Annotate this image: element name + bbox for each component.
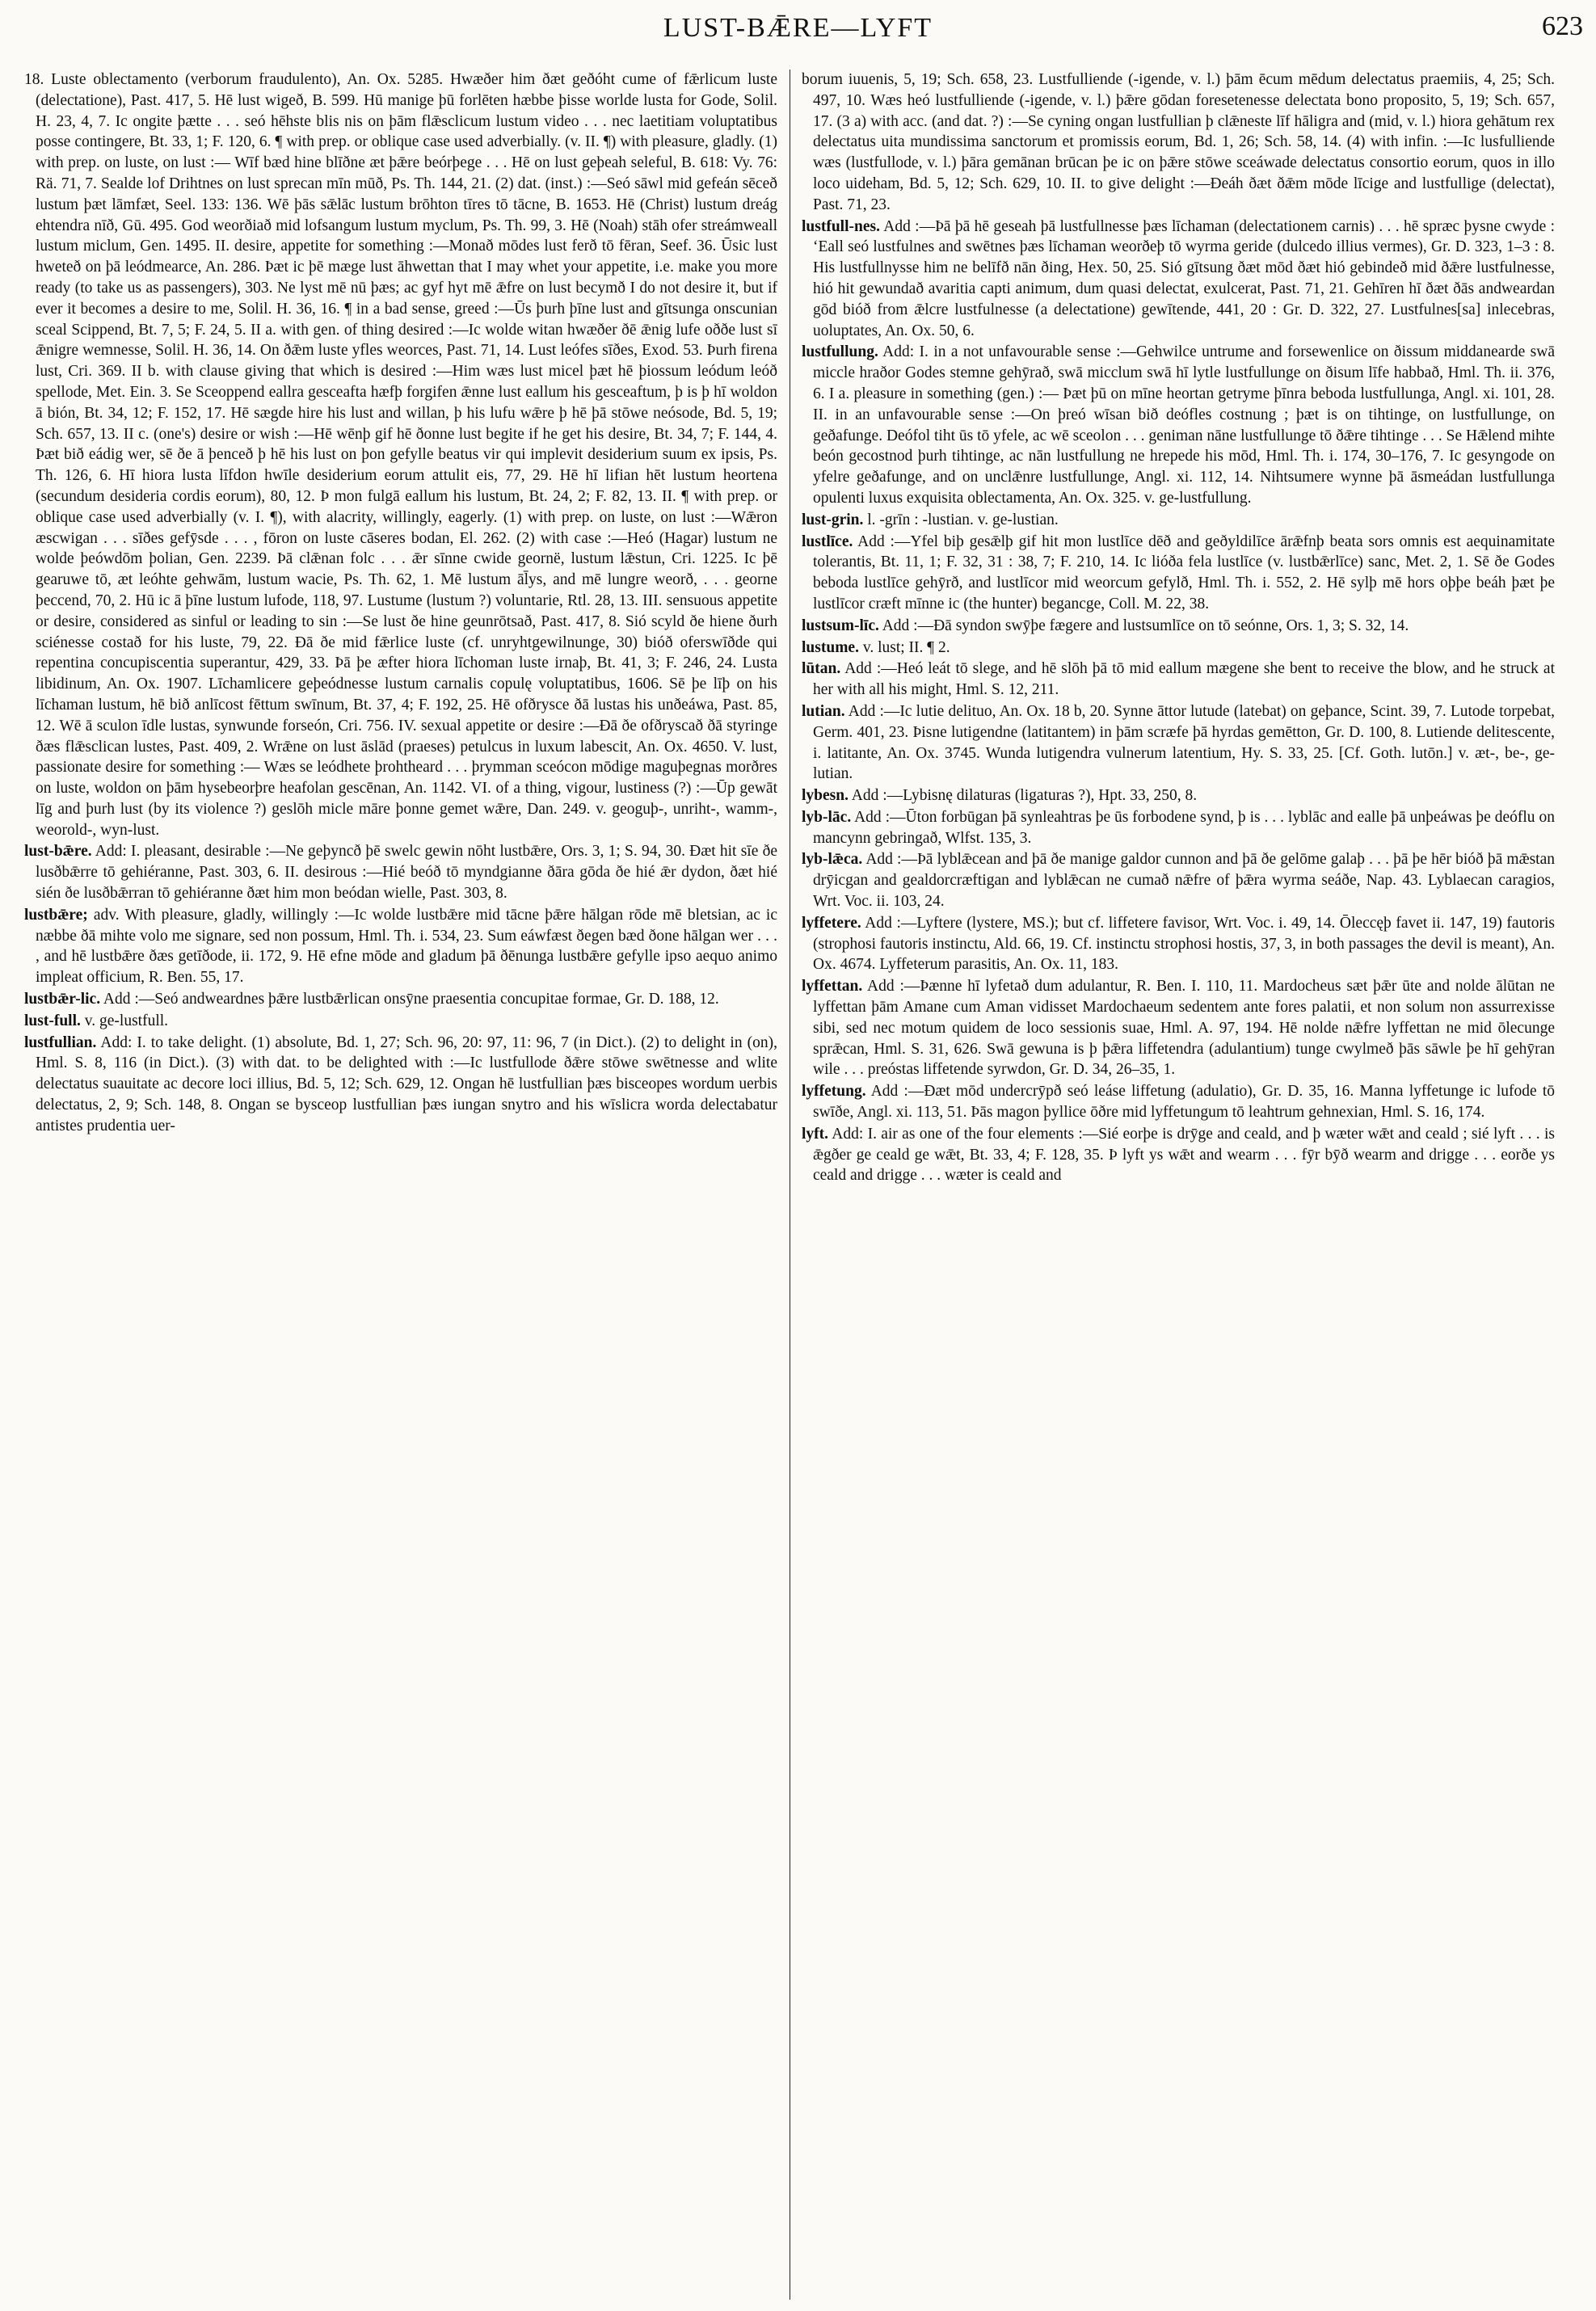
entry-headword: lustfullian. xyxy=(24,1033,97,1051)
entry-text: Add :—Ðæt mōd undercrȳpð seó leáse liffetung (adulatio), Gr. D. 35, 16. Manna lyffetunge ic lufode tō swīðe, Angl. xi. 113, 51. Þās magon þyllice ōðre mid lyffetungum tō leahtrum gehnexian, Hml. S. 16, 174. xyxy=(813,1083,1555,1122)
entry-text: l. -grīn : -lustian. v. ge-lustian. xyxy=(867,511,1059,528)
dictionary-entry xyxy=(24,905,777,988)
entry-headword: lyffetung. xyxy=(802,1083,866,1101)
entry-headword: lutian. xyxy=(802,702,845,720)
entry-text: Add :—Ic lutie delituo, An. Ox. 18 b, 20. Synne āttor lutude (latebat) on geþance, Scint. 39, 7. Lutode torpebat, Germ. 401, 23. Þisne lutigendne (latitantem) in þām scræfe þā hyrdas gemētton, Gr. D. 100, 8. Lutiende delitescente, i. latitante, An. Ox. 3745. Wunda lutigendra vulnerum latentium, Hy. S. 33, 25. [Cf. Goth. lutōn.] v. æt-, be-, ge-lutian. xyxy=(813,702,1555,783)
left-column xyxy=(24,69,777,2300)
dictionary-entry xyxy=(24,69,777,840)
entry-headword: lustfullung. xyxy=(802,343,878,361)
entry-text: Add :—Seó andweardnes þǣre lustbǣrlican onsȳne praesentia concupitae formae, Gr. D. 188, 12. xyxy=(103,991,719,1008)
entry-text: 18. Luste oblectamento (verborum fraudulento), An. Ox. 5285. Hwæðer him ðæt geðóht cume of fǣrlicum luste (delectatione), Past. 417, 5. Hē lust wigeð, B. 599. Hū manige þū forlēten hæbbe þisse worlde lusta for Gode, Solil. H. 23, 4, 7. Ic ongite þætte . . . seó hēhste blis nis on þām flǣsclicum lustum video . . . nec laetitiam voluptatibus posse contingere, Bt. 33, 1; F. 120, 6. ¶ with prep. or oblique case used adverbially. (v. II. ¶) with pleasure, gladly. (1) with prep. on luste, on lust :— Wīf bæd hine blīðne æt þǣre beórþege . . . Hē on lust geþeah seleful, B. 618: Vy. 76: Rä. 71, 7. Sealde lof Drihtnes on lust sprecan mīn mūð, Ps. Th. 144, 21. (2) dat. (inst.) :—Seó sāwl mid gefeán sēceð lustum þæt lāmfæt, Seel. 133: 136. Wē þās sǣlāc lustum brōhton tīres tō tācne, B. 1653. Hē (Christ) lustum dreág ehtendra nīð, Gū. 495. God weorðiað mid lofsangum lustum myclum, Ps. Th. 99, 3. Hē (Noah) stāh ofer streámweall lustum miclum, Gen. 1495. II. desire, appetite for something :—Monað mōdes lust ferð tō fēran, Seef. 36. Ūsic lust hweteð on þā leódmearce, An. 286. Þæt ic þē mæge lust āhwettan that I may whet your appetite, i.e. make you more ready (to take us as passengers), 303. Ne lyst mē nū þæs; ac gyf hyt mē ǣfre on lust becymð I do not desire it, but if ever it becomes a desire to me, Solil. H. 36, 16. ¶ in a bad sense, greed :—Ūs þurh þīne lust and gītsunga onscunian sceal Scippend, Bt. 7, 5; F. 24, 5. II a. with gen. of thing desired :—Ic wolde witan hwæðer ðē ǣnig lufe oððe lust sī ǣnigre wemnesse, Solil. H. 36, 14. On ðǣm luste yfles weorces, Past. 71, 14. Lust leófes sīðes, Exod. 53. Þurh firena lust, Cri. 369. II b. with clause giving that which is desired :—Him wæs lust micel þæt hē þiossum leódum leóð spellode, Met. Ein. 3. Se Sceoppend eallra gesceafta hæfþ forgifen ǣnne lust eallum his gesceaftum, þ is þ hī woldon ā bión, Bt. 34, 12; F. 152, 17. Hē sægde hire his lust and willan, þ his lufu wǣre þ hē þā stōwe neósode, Bd. 5, 19; Sch. 657, 13. II c. (one's) desire or wish :—Hē wēnþ gif hē ðonne lust begite if he get his desire, Bt. 34, 7; F. 144, 4. Þæt bið eádig wer, sē ðe ā þenceð þ hē his lust on þon gefylle beatus vir qui implevit desiderium suum ex ipsis, Ps. Th. 126, 6. Hī hiora lusta līfdon hwīle desiderium eorum attulit eis, 77, 29. Hē hī lifian hēt lustum heortena (secundum desideria cordis eorum), 80, 12. Þ mon fulgā eallum his lustum, Bt. 24, 2; F. 82, 13. II. ¶ with prep. or oblique case used adverbially (v. I. ¶), with alacrity, willingly, eagerly. (1) with prep. on luste, on lust :—Wǣron æscwigan . . . sīðes gefȳsde . . . , fōron on luste cāseres bodan, El. 262. (2) with case :—Heó (Hagar) lustum ne wolde þeówdōm þolian, Gen. 2239. Þā clǣnan folc . . . ǣr sīnne cwide geornë, lustum lǣstun, Cri. 1225. Ic þē gearuwe tō, æt leóhte gehwām, lustum wacie, Ps. Th. 62, 1. Mē lustum āl̄ys, and mē lungre weorð, . . . georne þeccend, 70, 2. Hū ic ā þīne lustum lufode, 118, 97. Lustume (lustum ?) voluntarie, Rtl. 28, 13. III. sensuous appetite or desire, considered as sinful or leading to sin :—Se lust ðe hine geunrōtsað, Past. 417, 8. Sió scyld ðe hiene ðurh sciénesse costað for his luste, 79, 22. Ðā ðe mid fǣrlice luste (cf. unryhtgewilnunge, 30) bióð oferswīðde qui repentina concupiscentia superantur, 429, 33. Þā þe æfter hiora līchoman luste irnaþ, Bt. 41, 3; F. 246, 24. Lusta libidinum, An. Ox. 1907. Līchamlicere geþeódnesse lustum carnalis copulę voluptatibus, 1606. Sē þe līþ on his līchaman lustum, hē bið anlīcost fēttum swīnum, Bt. 37, 4; F. 192, 25. Hē ofðryscе ðā lustas his unðeáwa, Past. 85, 12. Wē ā sculon īdle lustas, synwunde forseón, Cri. 756. IV. sexual appetite or desire :—Ðā ðe ofðryscað ðā styringe ðæs flǣsclican lustes, Past. 409, 2. Wrǣne on lust āslād (praeses) petulcus in luxum labescit, An. Ox. 4650. V. lust, passionate desire for something :— Wæs se leódhete þrohtheard . . . þrymman sceócon mōdige maguþegnas morðres on luste, woldon on þām hysebeorþre heafolan gescēnan, An. 1142. VI. of a thing, vigour, lustiness (?) :—Ūp gewāt līg and þurh lust (by its violence ?) geslōh micle māre þonne gemet wǣre, Dan. 249. v. geoguþ-, unriht-, wamm-, weorold-, wyn-lust. xyxy=(24,71,777,839)
right-column xyxy=(802,69,1555,2300)
dictionary-entry xyxy=(24,1011,777,1032)
running-head: LUST-BǢRE—LYFT xyxy=(663,13,933,43)
entry-text: Add :—Þænne hī lyfetað dum adulantur, R. Ben. I. 110, 11. Mardocheus sæt þǣr ūte and nolde ālūtan ne lyffettan þām Amane cum Aman vidisset Mardochaeum sedentem ante fores palatii, et non solum non assurrexisse sibi, sed nec motum quidem de loco sessionis suae, Hml. A. 97, 194. Hē nolde nǣfre lyffettan ne mid ōlecunge sprǣcan, Hml. S. 31, 626. Swā gewuna is þ þǣra liffetendra (adulantium) tunge cwylmeð þās sāwle þe hī gehȳran wile . . . preóstas liffetende syrwdon, Gr. D. 34, 26–35, 1. xyxy=(813,978,1555,1079)
entry-headword: lustlīce. xyxy=(802,532,853,550)
dictionary-entry xyxy=(802,532,1555,615)
dictionary-entry xyxy=(802,807,1555,849)
dictionary-entry xyxy=(802,217,1555,342)
entry-headword: lyffettan. xyxy=(802,978,863,996)
dictionary-entry xyxy=(24,841,777,903)
dictionary-entry xyxy=(24,1033,777,1137)
entry-headword: lūtan. xyxy=(802,660,841,678)
entry-headword: lustbǣr-lic. xyxy=(24,991,101,1008)
dictionary-entry xyxy=(802,976,1555,1080)
dictionary-entry xyxy=(802,785,1555,806)
entry-headword: lyft. xyxy=(802,1125,829,1143)
entry-text: v. lust; II. ¶ 2. xyxy=(862,638,950,656)
entry-text: Add: I. in a not unfavourable sense :—Gehwilce untrume and forsewenlice on ðissum middanearde swā miccle hraðor Godes stemne gehȳrað, swā micclum swā hī lytle lustfullunge on ðisum līfe habbað, Hml. Th. ii. 376, 6. I a. pleasure in something (gen.) :— Þæt þū on mīne heortan getryme þīnra beboda lustfullunga, Angl. xi. 101, 28. II. in an unfavourable sense :—On þreó wīsan bið deófles costnung ; þæt is on tihtinge, on lustfullunge, on geðafunge. Deófol tiht ūs tō yfele, ac wē sceolon . . . geniman nāne lustfullunge tō ðǣre tihtinge . . . Se Hǣlend mihte beón gecostnod þurh tihtinge, ac nān lustfullung ne hrepede his mōd, Hml. Th. i. 174, 30–176, 7. Ic gesyngode on yfelre geðafunge, and on unclǣnre lustfullunge, Angl. xi. 112, 14. Nihtsumere wynne þā āsmeádan lustfullunga opulenti luxus exquisita oblectamenta, An. Ox. 325. v. ge-lustfullung. xyxy=(813,343,1555,507)
entry-text: Add :—Þā þā hē geseah þā lustfullnesse þæs līchaman (delectationem carnis) . . . hē spræc þysne cwyde : ‘Eall seó lustfulnes and swētnes þæs līchaman weorðeþ tō wyrma geride (dulcedo illius vermes), Gr. D. 323, 1–3 : 8. His lustfullnysse him ne belīfð nān ðing, Hex. 50, 25. Sió gītsung ðæt mōd ðæt hió gebindeð mid ðǣre lustfulnesse, hió hit gewundað avaritia capti animum, dum quasi delectat, exulcerat, Past. 71, 21. Gehīren hī ðæt ðās andweardan gōd bióð from ǣlcre lustfulnesse (a delectatione) gewītende, 441, 20 : Gr. D. 322, 27. Lustfulnes[sa] inlecebras, uoluptates, An. Ox. 50, 6. xyxy=(813,217,1555,339)
dictionary-entry xyxy=(802,849,1555,911)
entry-headword: lust-grin. xyxy=(802,511,864,528)
entry-headword: lyb-lāc. xyxy=(802,808,852,826)
entry-headword: lybesn. xyxy=(802,787,849,805)
dictionary-entry xyxy=(802,510,1555,531)
entry-text: Add :—Heó leát tō slege, and hē slōh þā tō mid eallum mægene she bent to receive the blow, and he struck at her with all his might, Hml. S. 12, 211. xyxy=(813,660,1555,699)
entry-text: Add :—Ðā syndon swȳþe fægere and lustsumlīce on tō seónne, Ors. 1, 3; S. 32, 14. xyxy=(882,617,1409,634)
page-header xyxy=(0,10,1596,58)
dictionary-entry xyxy=(802,342,1555,508)
entry-headword: lust-bǣre. xyxy=(24,843,92,861)
dictionary-entry xyxy=(802,659,1555,701)
entry-headword: lyb-lǣca. xyxy=(802,851,863,869)
entry-text: Add :—Yfel biþ gesǣlþ gif hit mon lustlīce dēð and geðyldilīce ārǣfnþ beata sors omnis est aequinamitate tolerantis, Bt. 11, 1; F. 32, 31 : 38, 7; F. 210, 14. Ic lióða fela lustlīce (v. lustbǣrlīce) sanc, Met. 2, 1. Sē ðe Godes beboda lustlīce gehȳrð, and lustlīcor mid weorcum gefylð, Hml. Th. i. 552, 2. Hē sylþ mē hors oþþe beáh þæt þe lustlīcor cræft mīnne ic (the hunter) begancge, Coll. M. 22, 38. xyxy=(813,532,1555,612)
entry-headword: lustbǣre; xyxy=(24,906,88,924)
entry-text: Add :—Ūton forbūgan þā synleahtras þe ūs forbodene synd, þ is . . . lyblāc and ealle þā unþeáwas þe deóflu on mancynn gebringað, Wlfst. 135, 3. xyxy=(813,808,1555,847)
dictionary-entry xyxy=(802,638,1555,659)
dictionary-entry xyxy=(802,1124,1555,1186)
entry-headword: lust-full. xyxy=(24,1012,81,1029)
entry-headword: lustsum-līc. xyxy=(802,617,879,634)
entry-text: Add: I. pleasant, desirable :—Ne geþyncð þē swelc gewin nōht lustbǣre, Ors. 3, 1; S. 94, 30. Ðæt hit sīe ðe lusðbǣrre tō gehiéranne, Past. 303, 6. II. desirous :—Hié beóð tō myndgianne ðāra gōda ðe hié ǣr dydon, ðæt hié sién ðe lusðbǣrran tō gehiéranne ðæt him mon beódan wielle, Past. 303, 8. xyxy=(36,843,777,903)
entry-text: Add :—Lybisnę dilaturas (ligaturas ?), Hpt. 33, 250, 8. xyxy=(851,787,1198,805)
entry-text: Add :—Þā lyblǣcean and þā ðe manige galdor cunnon and þā ðe gelōme galaþ . . . þā þe hēr bióð þā mǣstan drȳicgan and gealdorcræftigan and lyblǣcan ne cumað nǣfre of þǣra wyrma seáðe, Nap. 43. Lyblaecan caragios, Wrt. Voc. ii. 103, 24. xyxy=(813,851,1555,911)
entry-text: adv. With pleasure, gladly, willingly :—Ic wolde lustbǣre mid tācne þǣre hālgan rōde mē bletsian, ac ic næbbe ðā mihte volo me signare, sed non possum, Hml. Th. i. 534, 23. Sum eáwfæst ðegen bæd ðone hālgan wer . . . , and hē lustbǣre ðæs getīðode, ii. 172, 9. Hē efne mōde and gladum þā ðēnunga lustbǣre gefylle ipso aequo animo impleat officium, R. Ben. 55, 17. xyxy=(36,906,777,987)
entry-text: Add :—Lyftere (lystere, MS.); but cf. liffetere favisor, Wrt. Voc. i. 49, 14. Ōleccęþ favet ii. 147, 19) fautoris (strophosi fautoris instinctu, Ald. 66, 19. Cf. instinctu strophosi hostis, 37, 3, in both passages the devil is meant), An. Ox. 4674. Lyffeterum parasitis, An. Ox. 11, 183. xyxy=(813,914,1555,974)
entry-text: v. ge-lustfull. xyxy=(84,1012,169,1029)
dictionary-entry xyxy=(802,701,1555,785)
entry-text: borum iuuenis, 5, 19; Sch. 658, 23. Lustfulliende (-igende, v. l.) þām ēcum mēdum delectatus praemiis, 4, 25; Sch. 497, 10. Wæs heó lustfulliende (-igende, v. l.) þǣre gōdan foresetenesse delectata bono proposito, 5, 19; Sch. 657, 17. (3 a) with acc. (and dat. ?) :—Se cyning ongan lustfullian þ clǣneste līf hāligra and (mid, v. l.) hiora gehātum rex delectatus uita mundissima sanctorum et promissis eorum, Bd. 1, 26; Sch. 58, 14. (4) with infin. :—Ic lusfulliende wæs (lustfullode, v. l.) þāra gemānan brūcan þe ic on þǣre stōwe sceáwade delectatus consortio eorum, quos in illo loco uideham, Bd. 5, 12; Sch. 629, 10. II. to give delight :—Ðeáh ðæt ðǣm mōde līcige and lustfullige (delectat), Past. 71, 23. xyxy=(802,71,1555,213)
entry-headword: lustume. xyxy=(802,638,859,656)
dictionary-entry xyxy=(802,913,1555,975)
dictionary-entry xyxy=(24,989,777,1010)
dictionary-entry xyxy=(802,616,1555,637)
entry-headword: lustfull-nes. xyxy=(802,217,880,235)
text-columns xyxy=(24,69,1584,2300)
entry-headword: lyffetere. xyxy=(802,914,861,932)
entry-text: Add: I. to take delight. (1) absolute, Bd. 1, 27; Sch. 96, 20: 97, 11: 96, 7 (in Dict.). (2) to delight in (on), Hml. S. 8, 116 (in Dict.). (3) with dat. to be delighted with :—Ic lustfullode ðǣre stōwe swētnesse and wlite delectatus suauitate ac decore loci illius, Bd. 5, 12; Sch. 629, 12. Ongan hē lustfullian þæs bisceopes wordum uerbis delectatus, 2, 9; Sch. 148, 8. Ongan se bysceop lustfullian þæs iungan snytro and his wīslicra worda delectabatur antistes prudentia uer- xyxy=(36,1033,777,1134)
dictionary-entry xyxy=(802,69,1555,216)
entry-text: Add: I. air as one of the four elements :—Sié eorþe is drȳge and ceald, and þ wæter wǣt and ceald ; sié lyft . . . is ǣgðer ge ceald ge wǣt, Bt. 33, 4; F. 128, 35. Þ lyft ys wǣt and wearm . . . fȳr bȳð wearm and drigge . . . eorðe ys ceald and drigge . . . wæter is ceald and xyxy=(813,1125,1555,1185)
dictionary-entry xyxy=(802,1081,1555,1123)
page-number: 623 xyxy=(1542,11,1583,41)
